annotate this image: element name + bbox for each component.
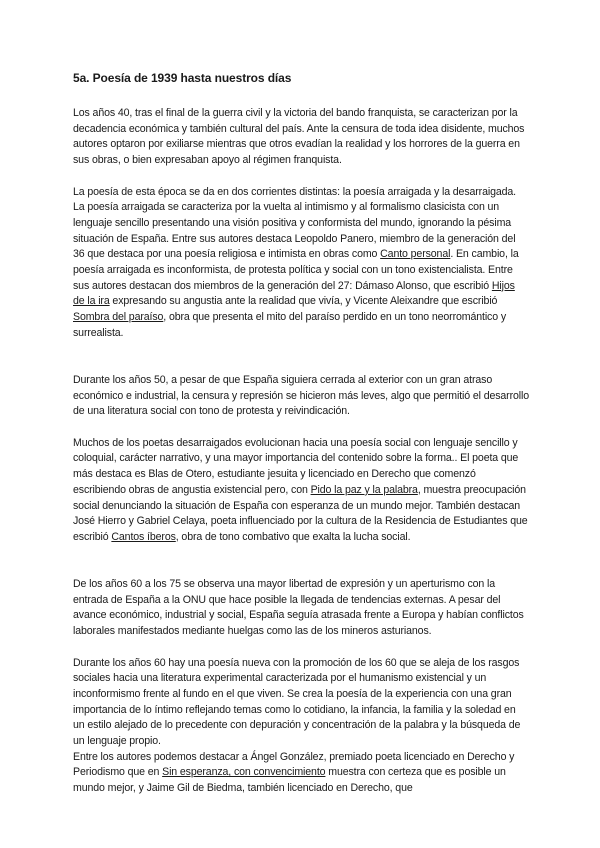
document-title: 5a. Poesía de 1939 hasta nuestros días	[73, 71, 292, 85]
book-title: Pido la paz y la palabra	[310, 483, 418, 496]
text-run: , obra que presenta el mito del paraíso perdido en un tono neorromántico y surrealista.	[73, 311, 506, 339]
text-run: Durante los años 60 hay una poesía nueva con la promoción de los 60 que se aleja de los rasgos sociales hacia una literatura experimental caracterizada por el humanismo existencial y un inconformismo frente al fundo en el que viven. Se crea la poesía de la experiencia con una gran importancia de lo íntimo reflejando temas como lo cotidiano, la infancia, la familia y la soledad en un estilo alejado de lo precedente con depuración y concentración de la palabra y la búsqueda de un lenguaje propio.	[73, 656, 521, 748]
book-title: Sombra del paraíso	[73, 311, 164, 324]
paragraph-6	[73, 656, 529, 750]
paragraph-7	[73, 750, 529, 797]
text-run: Entre los autores podemos destacar a Ángel González, premiado poeta licenciado en Derecho y Periodismo que en	[73, 750, 515, 779]
document-body	[73, 70, 529, 797]
text-run: Muchos de los poetas desarraigados evolucionan hacia una poesía social con lenguaje sencillo y coloquial, carácter narrativo, y una mayor importancia del contenido sobre la forma.. El poeta que más destaca es Blas de Otero, estudiante jesuita y licenciado en Derecho que comenzó escribiendo obras de angustia existencial pero, con	[73, 436, 519, 496]
text-run: Los años 40, tras el final de la guerra civil y la victoria del bando franquista, se caracterizan por la decadencia económica y también cultural del país. Ante la censura de toda idea disidente, muchos autores optaron por exiliarse mientras que otros evadían la realidad y los horrores de la guerra en sus obras, o bien expresaban apoyo al régimen franquista.	[73, 107, 525, 167]
text-run: muestra con certeza que es posible un mundo mejor, y Jaime Gil de Biedma, también licenciado en Derecho, que	[73, 766, 506, 795]
text-run: De los años 60 a los 75 se observa una mayor libertad de expresión y un aperturismo con la entrada de España a la ONU que hace posible la llegada de tendencias externas. A pesar del avance económico, industrial y social, España seguía atrasada frente a Europa y habían conflictos laborales manifestados mediante huelgas como las de los mineros asturianos.	[73, 578, 524, 638]
paragraph-1	[73, 106, 529, 169]
book-title: Canto personal	[380, 248, 451, 261]
text-run: . En cambio, la poesía arraigada es inconformista, de protesta política y social con un tono existencialista. Entre sus autores destacan dos miembros de la generación del 27: Dámaso Alonso, que escribió	[73, 248, 519, 292]
text-run: , obra de tono combativo que exalta la lucha social.	[175, 530, 411, 543]
text-run: Durante los años 50, a pesar de que España siguiera cerrada al exterior con un gran atraso económico e industrial, la censura y represión se hicieron más leves, algo que permitió el desarrollo de una literatura social con tono de protesta y reivindicación.	[73, 373, 530, 418]
book-title: Sin esperanza, con convencimiento	[162, 766, 326, 779]
paragraph-3	[73, 373, 529, 420]
text-run: , muestra preocupación social denunciando la situación de España con esperanza de un mundo mejor. También destacan José Hierro y Gabriel Celaya, poeta influenciado por la cultura de la Residencia de Estudiantes que escribió	[73, 483, 528, 543]
paragraph-2	[73, 185, 529, 342]
paragraph-4	[73, 436, 529, 546]
book-title: Cantos íberos	[111, 530, 176, 543]
text-run: La poesía de esta época se da en dos corrientes distintas: la poesía arraigada y la desarraigada. La poesía arraigada se caracteriza por la vuelta al intimismo y al formalismo clasicista con un lenguaje sencillo presentando una visión positiva y conformista del mundo, ignorando la pésima situación de España. Entre sus autores destaca Leopoldo Panero, miembro de la generación del 36 que destaca por una poesía religiosa e intimista en obras como	[73, 185, 517, 261]
book-title: Hijos de la ira	[73, 279, 515, 308]
paragraph-5	[73, 577, 529, 640]
text-run: expresando su angustia ante la realidad que vivía, y Vicente Aleixandre que escribió	[109, 295, 498, 308]
